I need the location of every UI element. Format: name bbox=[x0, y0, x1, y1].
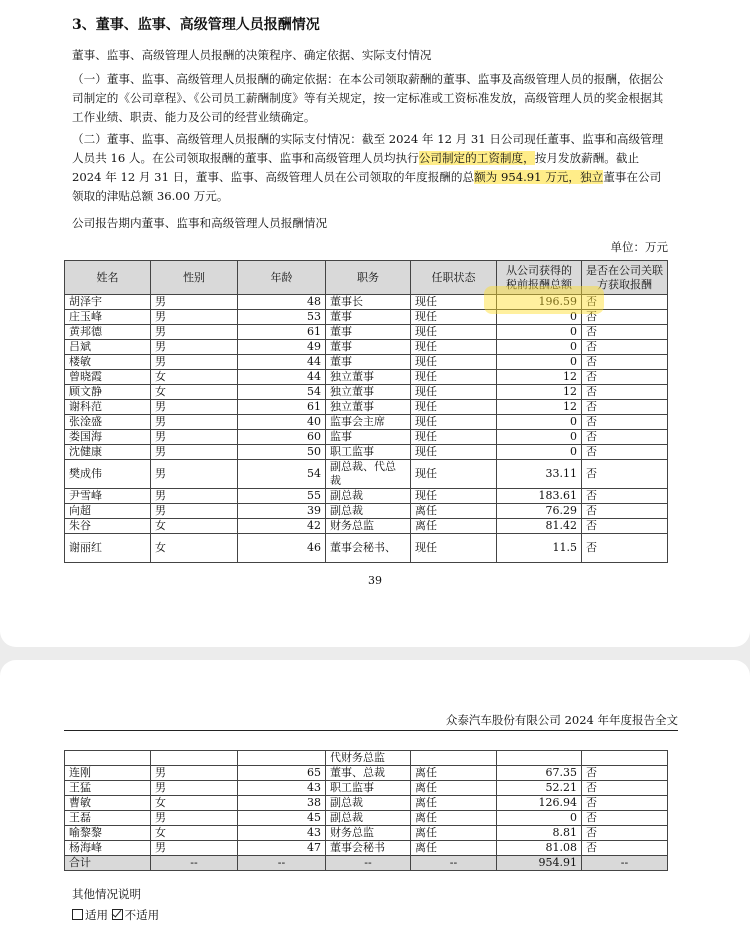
cell-related: 否 bbox=[582, 534, 668, 563]
header-related-party-pay: 是否在公司关联方获取报酬 bbox=[582, 261, 668, 295]
applicable-label: 适用 bbox=[85, 908, 108, 922]
cell-related: 否 bbox=[582, 489, 668, 504]
header-age: 年龄 bbox=[238, 261, 326, 295]
cell-pay: 8.81 bbox=[497, 826, 582, 841]
report-header: 众泰汽车股份有限公司 2024 年年度报告全文 bbox=[445, 713, 678, 727]
cell-gender: 男 bbox=[151, 766, 238, 781]
table-row bbox=[65, 430, 668, 445]
cell-pay: 12 bbox=[497, 370, 582, 385]
cell-position: 副总裁 bbox=[326, 796, 411, 811]
cell-name: 庄玉峰 bbox=[65, 310, 151, 325]
cell-gender: 男 bbox=[151, 355, 238, 370]
cell-name: 顾文静 bbox=[65, 385, 151, 400]
cell-related: 否 bbox=[582, 310, 668, 325]
cell-related: 否 bbox=[582, 460, 668, 489]
cell-name: 王猛 bbox=[65, 781, 151, 796]
cell-status: 离任 bbox=[411, 519, 497, 534]
cell-age: 61 bbox=[238, 400, 326, 415]
total-value: 954.91 bbox=[497, 856, 582, 871]
cell-gender: 女 bbox=[151, 826, 238, 841]
cell-status: 离任 bbox=[411, 766, 497, 781]
cell-gender: 男 bbox=[151, 325, 238, 340]
cell-related: 否 bbox=[582, 400, 668, 415]
applicability-options bbox=[72, 907, 159, 923]
cell-pay: 183.61 bbox=[497, 489, 582, 504]
total-row bbox=[65, 856, 668, 871]
cell-name: 向超 bbox=[65, 504, 151, 519]
total-cell: -- bbox=[411, 856, 497, 871]
total-label: 合计 bbox=[65, 856, 151, 871]
table-row bbox=[65, 489, 668, 504]
cell-pay: 0 bbox=[497, 325, 582, 340]
table-row bbox=[65, 766, 668, 781]
cell-pay: 126.94 bbox=[497, 796, 582, 811]
cell bbox=[582, 751, 668, 766]
cell-related: 否 bbox=[582, 355, 668, 370]
payment-text-c: 按月发放薪酬。截止 2024 年 12 月 31 日，董事、监事、高级管理人员在公司领取的年度报酬的总 bbox=[72, 151, 640, 184]
cell-age: 39 bbox=[238, 504, 326, 519]
cell-name: 连刚 bbox=[65, 766, 151, 781]
table-row bbox=[65, 519, 668, 534]
cell-status: 现任 bbox=[411, 385, 497, 400]
cell-position: 职工监事 bbox=[326, 781, 411, 796]
cell-age: 42 bbox=[238, 519, 326, 534]
cell-status: 现任 bbox=[411, 325, 497, 340]
cell-age: 60 bbox=[238, 430, 326, 445]
cell-pay: 12 bbox=[497, 385, 582, 400]
header-pretax-pay: 从公司获得的税前报酬总额 bbox=[497, 261, 582, 295]
other-info-title: 其他情况说明 bbox=[72, 887, 141, 901]
highlight-mark bbox=[484, 286, 604, 314]
cell-position: 副总裁 bbox=[326, 811, 411, 826]
table-row bbox=[65, 415, 668, 430]
table-row bbox=[65, 841, 668, 856]
cell-age: 47 bbox=[238, 841, 326, 856]
cell-related: 否 bbox=[582, 445, 668, 460]
cell-position: 董事 bbox=[326, 325, 411, 340]
cell-status: 离任 bbox=[411, 796, 497, 811]
cell-related: 否 bbox=[582, 370, 668, 385]
payment-text-a: （二）董事、监事、高级管理人员报酬的实际支付情况：截至 2024 年 12 月 31 日公司现任董事、监事和高级管理人员共 16 人。在公司领取报酬的董事、监事和高级管理人员均执行 bbox=[72, 132, 664, 165]
table-row bbox=[65, 400, 668, 415]
table-row bbox=[65, 826, 668, 841]
cell-related: 否 bbox=[582, 430, 668, 445]
cell-age: 46 bbox=[238, 534, 326, 563]
table-row bbox=[65, 355, 668, 370]
cell-age: 54 bbox=[238, 385, 326, 400]
cell-related: 否 bbox=[582, 504, 668, 519]
cell-position: 监事会主席 bbox=[326, 415, 411, 430]
section-title: 3、董事、监事、高级管理人员报酬情况 bbox=[72, 17, 320, 33]
cell-pay: 81.08 bbox=[497, 841, 582, 856]
cell-position: 独立董事 bbox=[326, 385, 411, 400]
cell-pay: 12 bbox=[497, 400, 582, 415]
cell-name: 曹敏 bbox=[65, 796, 151, 811]
cell-pay: 0 bbox=[497, 445, 582, 460]
basis-paragraph: （一）董事、监事、高级管理人员报酬的确定依据：在本公司领取薪酬的董事、监事及高级管理人员的报酬，依据公司制定的《公司章程》、《公司员工薪酬制度》等有关规定，按一定标准或工资标准发放，高级管理人员的奖金根据其工作业绩、职责、能力及公司的经营业绩确定。 bbox=[72, 72, 664, 124]
cell-related: 否 bbox=[582, 841, 668, 856]
cell-position: 董事会秘书 bbox=[326, 841, 411, 856]
header-name: 姓名 bbox=[65, 261, 151, 295]
cell-status: 现任 bbox=[411, 310, 497, 325]
cell-name: 朱谷 bbox=[65, 519, 151, 534]
cell-gender: 男 bbox=[151, 445, 238, 460]
cell-gender: 女 bbox=[151, 519, 238, 534]
cell-name: 樊成伟 bbox=[65, 460, 151, 489]
cell-gender: 女 bbox=[151, 370, 238, 385]
header-position: 职务 bbox=[326, 261, 411, 295]
cell-position: 职工监事 bbox=[326, 445, 411, 460]
table-row bbox=[65, 460, 668, 489]
cell-status: 现任 bbox=[411, 340, 497, 355]
cell-position: 财务总监 bbox=[326, 826, 411, 841]
cell-position: 副总裁 bbox=[326, 489, 411, 504]
cell-gender: 男 bbox=[151, 295, 238, 310]
cell-name: 喻黎黎 bbox=[65, 826, 151, 841]
cell-pay: 0 bbox=[497, 355, 582, 370]
table-row bbox=[65, 781, 668, 796]
cell-pay: 0 bbox=[497, 430, 582, 445]
cell-pay: 76.29 bbox=[497, 504, 582, 519]
cell-name: 胡泽宇 bbox=[65, 295, 151, 310]
cell-status: 现任 bbox=[411, 355, 497, 370]
cell-gender: 男 bbox=[151, 781, 238, 796]
cell-status: 离任 bbox=[411, 504, 497, 519]
cell-pay: 81.42 bbox=[497, 519, 582, 534]
continued-table-body bbox=[65, 751, 668, 871]
cell-gender: 男 bbox=[151, 310, 238, 325]
not-applicable-checkbox[interactable] bbox=[112, 909, 123, 920]
cell-name: 吕斌 bbox=[65, 340, 151, 355]
cell-age: 49 bbox=[238, 340, 326, 355]
cell-name: 谢丽红 bbox=[65, 534, 151, 563]
cell-duty-continued: 代财务总监 bbox=[326, 751, 411, 766]
cell-age: 50 bbox=[238, 445, 326, 460]
cell-pay: 0 bbox=[497, 811, 582, 826]
cell bbox=[238, 751, 326, 766]
header-status: 任职状态 bbox=[411, 261, 497, 295]
cell-status: 离任 bbox=[411, 826, 497, 841]
cell-name: 张淦盛 bbox=[65, 415, 151, 430]
procedure-subtitle: 董事、监事、高级管理人员报酬的决策程序、确定依据、实际支付情况 bbox=[72, 48, 432, 62]
highlight-salary-system: 公司制定的工资制度， bbox=[418, 151, 535, 165]
cell-gender: 男 bbox=[151, 400, 238, 415]
cell-age: 44 bbox=[238, 355, 326, 370]
cell-name: 谢科范 bbox=[65, 400, 151, 415]
cell-gender: 男 bbox=[151, 504, 238, 519]
cell-related: 否 bbox=[582, 826, 668, 841]
page-number: 39 bbox=[368, 574, 382, 587]
cell-status: 现任 bbox=[411, 489, 497, 504]
cell-gender: 男 bbox=[151, 841, 238, 856]
cell-pay: 0 bbox=[497, 415, 582, 430]
applicable-checkbox[interactable] bbox=[72, 909, 83, 920]
cell-related: 否 bbox=[582, 796, 668, 811]
table-row bbox=[65, 325, 668, 340]
cell-age: 43 bbox=[238, 826, 326, 841]
cell-pay: 33.11 bbox=[497, 460, 582, 489]
cell-gender: 男 bbox=[151, 340, 238, 355]
cell-pay: 11.5 bbox=[497, 534, 582, 563]
table-row bbox=[65, 534, 668, 563]
header-rule bbox=[64, 730, 678, 731]
cell-position: 董事 bbox=[326, 355, 411, 370]
table-row bbox=[65, 370, 668, 385]
cell-status: 现任 bbox=[411, 460, 497, 489]
cell-related: 否 bbox=[582, 340, 668, 355]
cell-status: 现任 bbox=[411, 400, 497, 415]
compensation-table-body bbox=[65, 295, 668, 563]
cell-name: 黄邦德 bbox=[65, 325, 151, 340]
cell bbox=[411, 751, 497, 766]
unit-label: 单位：万元 bbox=[610, 240, 668, 254]
cell-position: 董事 bbox=[326, 340, 411, 355]
table-row bbox=[65, 811, 668, 826]
table-row bbox=[65, 796, 668, 811]
cell-gender: 女 bbox=[151, 385, 238, 400]
cell-name: 沈健康 bbox=[65, 445, 151, 460]
cell-related: 否 bbox=[582, 415, 668, 430]
cell-gender: 男 bbox=[151, 489, 238, 504]
cell-pay: 196.59 bbox=[497, 295, 582, 310]
cell-pay: 52.21 bbox=[497, 781, 582, 796]
cell bbox=[497, 751, 582, 766]
header-gender: 性别 bbox=[151, 261, 238, 295]
cell-position: 独立董事 bbox=[326, 370, 411, 385]
cell-gender: 男 bbox=[151, 415, 238, 430]
cell-age: 54 bbox=[238, 460, 326, 489]
cell-name: 尹雪峰 bbox=[65, 489, 151, 504]
table-row bbox=[65, 445, 668, 460]
cell-related: 否 bbox=[582, 811, 668, 826]
total-cell: -- bbox=[326, 856, 411, 871]
cell-age: 38 bbox=[238, 796, 326, 811]
compensation-table-continued bbox=[64, 750, 668, 871]
cell-pay: 0 bbox=[497, 310, 582, 325]
cell-position: 董事、总裁 bbox=[326, 766, 411, 781]
cell-position: 副总裁、代总裁 bbox=[326, 460, 411, 489]
cell-name: 娄国海 bbox=[65, 430, 151, 445]
cell-related: 否 bbox=[582, 766, 668, 781]
cell-name: 王磊 bbox=[65, 811, 151, 826]
cell-gender: 男 bbox=[151, 811, 238, 826]
cell-age: 43 bbox=[238, 781, 326, 796]
cell-name: 楼敏 bbox=[65, 355, 151, 370]
cell-related: 否 bbox=[582, 295, 668, 310]
cell-position: 董事长 bbox=[326, 295, 411, 310]
cell-status: 离任 bbox=[411, 811, 497, 826]
cell-status: 现任 bbox=[411, 415, 497, 430]
cell-name: 曾晓霞 bbox=[65, 370, 151, 385]
cell-age: 48 bbox=[238, 295, 326, 310]
cell-status: 现任 bbox=[411, 430, 497, 445]
cell-status: 离任 bbox=[411, 781, 497, 796]
cell-related: 否 bbox=[582, 519, 668, 534]
cell-position: 独立董事 bbox=[326, 400, 411, 415]
cell-status: 现任 bbox=[411, 370, 497, 385]
cell-status: 现任 bbox=[411, 295, 497, 310]
cell-position: 财务总监 bbox=[326, 519, 411, 534]
not-applicable-label: 不适用 bbox=[124, 908, 160, 922]
cell-related: 否 bbox=[582, 385, 668, 400]
cell bbox=[151, 751, 238, 766]
cell bbox=[65, 751, 151, 766]
cell-position: 董事 bbox=[326, 310, 411, 325]
cell-gender: 男 bbox=[151, 430, 238, 445]
table-row bbox=[65, 340, 668, 355]
cell-pay: 67.35 bbox=[497, 766, 582, 781]
cell-status: 现任 bbox=[411, 445, 497, 460]
total-cell: -- bbox=[238, 856, 326, 871]
total-cell: -- bbox=[582, 856, 668, 871]
cell-age: 53 bbox=[238, 310, 326, 325]
cell-age: 61 bbox=[238, 325, 326, 340]
highlight-total-amount: 额为 954.91 万元，独立 bbox=[474, 170, 604, 184]
cell-pay: 0 bbox=[497, 340, 582, 355]
table-caption: 公司报告期内董事、监事和高级管理人员报酬情况 bbox=[72, 216, 328, 230]
cell-position: 副总裁 bbox=[326, 504, 411, 519]
cell-name: 杨海峰 bbox=[65, 841, 151, 856]
payment-paragraph bbox=[72, 130, 672, 206]
cell-age: 65 bbox=[238, 766, 326, 781]
total-cell: -- bbox=[151, 856, 238, 871]
cell-status: 现任 bbox=[411, 534, 497, 563]
cell-position: 监事 bbox=[326, 430, 411, 445]
cell-gender: 女 bbox=[151, 796, 238, 811]
cell-status: 离任 bbox=[411, 841, 497, 856]
table-row bbox=[65, 385, 668, 400]
cell-age: 45 bbox=[238, 811, 326, 826]
cell-position: 董事会秘书、 bbox=[326, 534, 411, 563]
cell-age: 44 bbox=[238, 370, 326, 385]
cell-age: 55 bbox=[238, 489, 326, 504]
payment-text-e: 董事在公司领取的津贴总额 36.00 万元。 bbox=[72, 170, 662, 203]
table-row bbox=[65, 504, 668, 519]
cell-related: 否 bbox=[582, 325, 668, 340]
cell-gender: 女 bbox=[151, 534, 238, 563]
cell-related: 否 bbox=[582, 781, 668, 796]
cell-age: 40 bbox=[238, 415, 326, 430]
cell-gender: 男 bbox=[151, 460, 238, 489]
